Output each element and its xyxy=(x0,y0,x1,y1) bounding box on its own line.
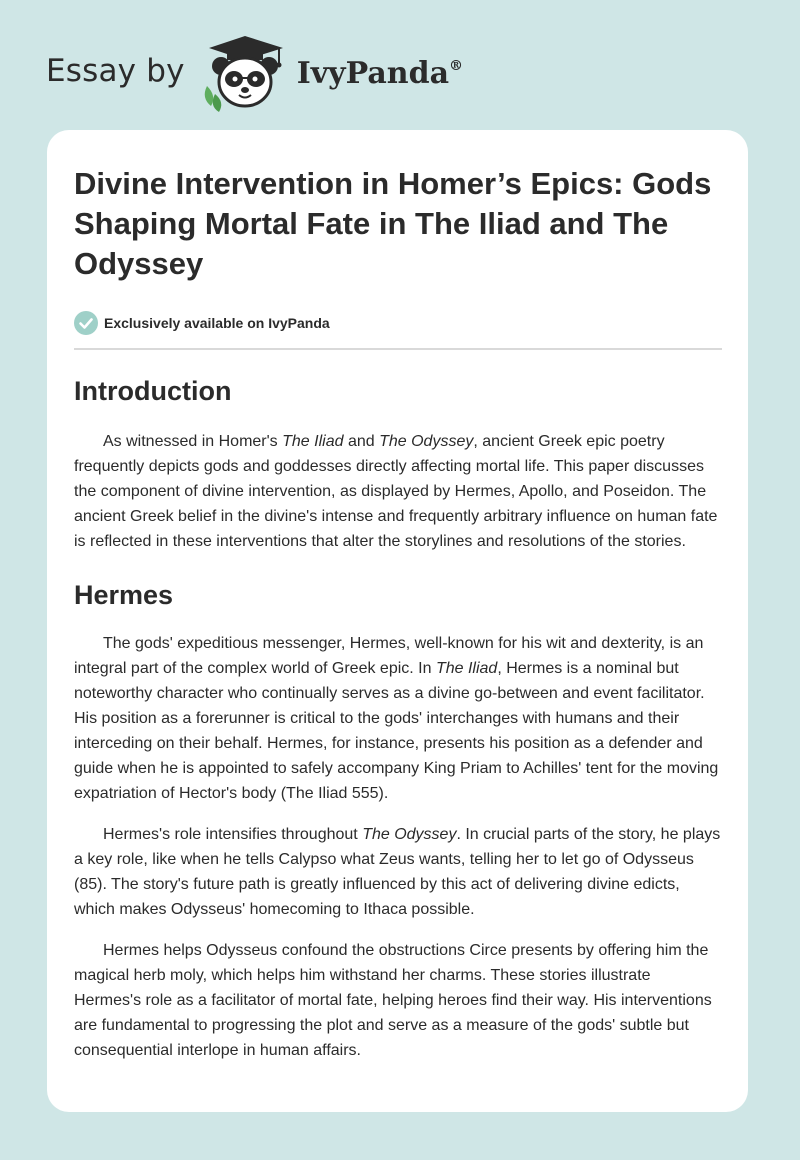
section-heading-hermes: Hermes xyxy=(74,580,174,610)
essay-title: Divine Intervention in Homer’s Epics: Gods Shaping Mortal Fate in The Iliad and The Odyssey xyxy=(74,166,712,281)
italic-title: The Odyssey xyxy=(362,826,457,843)
exclusive-badge xyxy=(74,311,722,335)
brand-name[interactable]: IvyPanda® xyxy=(296,55,464,91)
italic-title: The Odyssey xyxy=(379,433,474,450)
italic-title: The Iliad xyxy=(282,433,344,450)
paragraph: Hermes helps Odysseus confound the obstructions Circe presents by offering him the magical herb moly, which helps him withstand her charms. These stories illustrate Hermes's role as a facilitator of mortal fate, helping heroes find their way. His interventions are fundamental to progressing the plot and serve as a measure of the gods' subtle but consequential interlope in human affairs. xyxy=(74,942,712,1059)
title-divider xyxy=(74,348,722,350)
brand-prefix: Essay by xyxy=(46,53,185,89)
section-heading-introduction: Introduction xyxy=(74,376,232,406)
check-circle-icon xyxy=(74,311,98,335)
paragraph: As witnessed in Homer's The Iliad and The Odyssey, ancient Greek epic poetry frequently depicts gods and goddesses directly affecting mortal life. This paper discusses the component of divine intervention, as displayed by Hermes, Apollo, and Poseidon. The ancient Greek belief in the divine's intense and frequently arbitrary influence on human fate is reflected in these interventions that alter the storylines and resolutions of the stories. xyxy=(74,433,718,550)
site-header xyxy=(46,34,463,114)
panda-graduation-cap-icon[interactable] xyxy=(199,34,291,114)
paragraph: Hermes's role intensifies throughout The Odyssey. In crucial parts of the story, he plays a key role, like when he tells Calypso what Zeus wants, telling her to let go of Odysseus (85). The story's future path is greatly influenced by this act of delivering divine edicts, which makes Odysseus' homecoming to Ithaca possible. xyxy=(74,826,721,918)
exclusive-badge-label: Exclusively available on IvyPanda xyxy=(104,315,330,331)
essay-card xyxy=(47,130,748,1112)
paragraph: The gods' expeditious messenger, Hermes, well-known for his wit and dexterity, is an integral part of the complex world of Greek epic. In The Iliad, Hermes is a nominal but noteworthy character who continually serves as a divine go-between and event facilitator. His position as a forerunner is critical to the gods' interchanges with humans and their interceding on their behalf. Hermes, for instance, presents his position as a defender and guide when he is appointed to safely accompany King Priam to Achilles' tent for the moving expatriation of Hector's body (The Iliad 555). xyxy=(74,635,719,802)
italic-title: The Iliad xyxy=(435,660,498,677)
